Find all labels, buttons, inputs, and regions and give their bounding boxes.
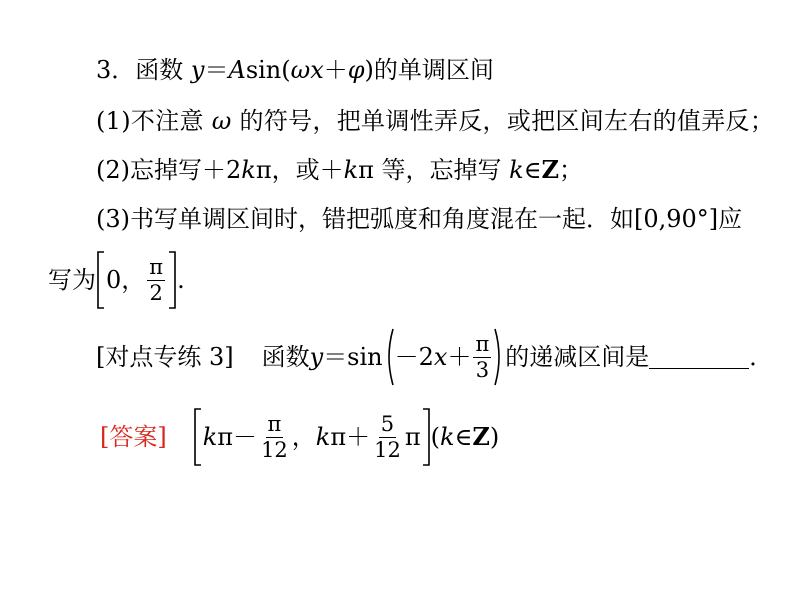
var-phi: φ [347,56,365,84]
var-y: y [190,56,205,84]
answer-blank[interactable] [649,346,749,369]
fraction-denominator: 2 [149,280,163,305]
fraction-numerator: π [149,254,164,279]
exercise [96,325,773,389]
var-omega: ω [211,107,232,135]
left-bracket-icon [96,250,106,310]
right-paren-icon [493,327,505,387]
fraction-denominator: 3 [475,357,490,382]
var-k: k [440,423,455,451]
pi-symbol: π [404,423,421,451]
point1-prefix: (1)不注意 [96,107,212,135]
comma: ， [291,423,316,451]
var-A: A [228,56,246,84]
left-paren-icon [383,327,395,387]
point2-prefix: (2)忘掉写＋2 [96,156,242,184]
paren-open: ( [430,423,441,451]
fraction-pi-over-3 [473,331,491,382]
exercise-suffix: 的递减区间是 [505,343,650,371]
var-k: k [202,423,218,451]
var-k: k [315,423,331,451]
interval-start: 0， [106,266,146,294]
integers-symbol: Z [541,155,560,184]
point2-mid: π，或＋ [255,156,344,184]
point-2 [96,155,583,185]
plus-sign: ＋ [447,343,472,371]
var-k: k [241,156,256,184]
semicolon: ； [559,156,584,184]
answer [100,405,499,469]
point1-suffix: 的符号，把单调性弄反，或把区间左右的值弄反； [231,107,775,135]
var-omega-x: ωx [290,56,324,84]
equals-sin: ＝sin [323,343,383,371]
exercise-label: [对点专练 3] [96,343,234,371]
fraction-numerator: π [475,331,490,356]
var-x: x [433,343,448,371]
fraction-numerator: 5 [380,411,395,436]
heading-text: 3．函数 [96,56,191,84]
sin-text: sin( [245,56,291,84]
fraction-pi-over-12 [259,411,290,462]
fraction-denominator: 12 [374,437,401,462]
element-of-sign: ∈ [523,156,542,184]
pi-plus: π＋ [330,423,371,451]
fraction-pi-over-2 [147,254,165,305]
point-3 [96,204,742,234]
pi-minus: π－ [217,423,258,451]
period: ． [749,343,774,371]
paren-close: ) [489,423,500,451]
fraction-numerator: π [267,411,282,436]
point3-text: (3)书写单调区间时，错把弧度和角度混在一起．如[0,90°]应 [96,205,743,233]
right-bracket-icon [421,407,431,467]
left-bracket-icon [193,407,203,467]
var-k: k [509,156,524,184]
heading-suffix: )的单调区间 [364,56,494,84]
minus-two: －2 [394,343,434,371]
fraction-denominator: 12 [261,437,288,462]
var-y: y [309,343,324,371]
point-3-continuation [48,248,185,312]
fraction-5-over-12 [372,411,403,462]
plus-sign: ＋ [323,56,348,84]
element-of-sign: ∈ [454,423,473,451]
exercise-text: 函数 [261,343,310,371]
var-k: k [343,156,359,184]
answer-label: [答案] [100,423,167,451]
period: . [177,266,185,294]
point3b-prefix: 写为 [48,266,96,294]
point-1 [96,106,774,136]
right-bracket-icon [167,250,177,310]
section-heading [96,55,494,85]
point2-mid2: π 等，忘掉写 [358,156,510,184]
integers-symbol: Z [472,422,490,451]
equals-sign: ＝ [204,56,229,84]
